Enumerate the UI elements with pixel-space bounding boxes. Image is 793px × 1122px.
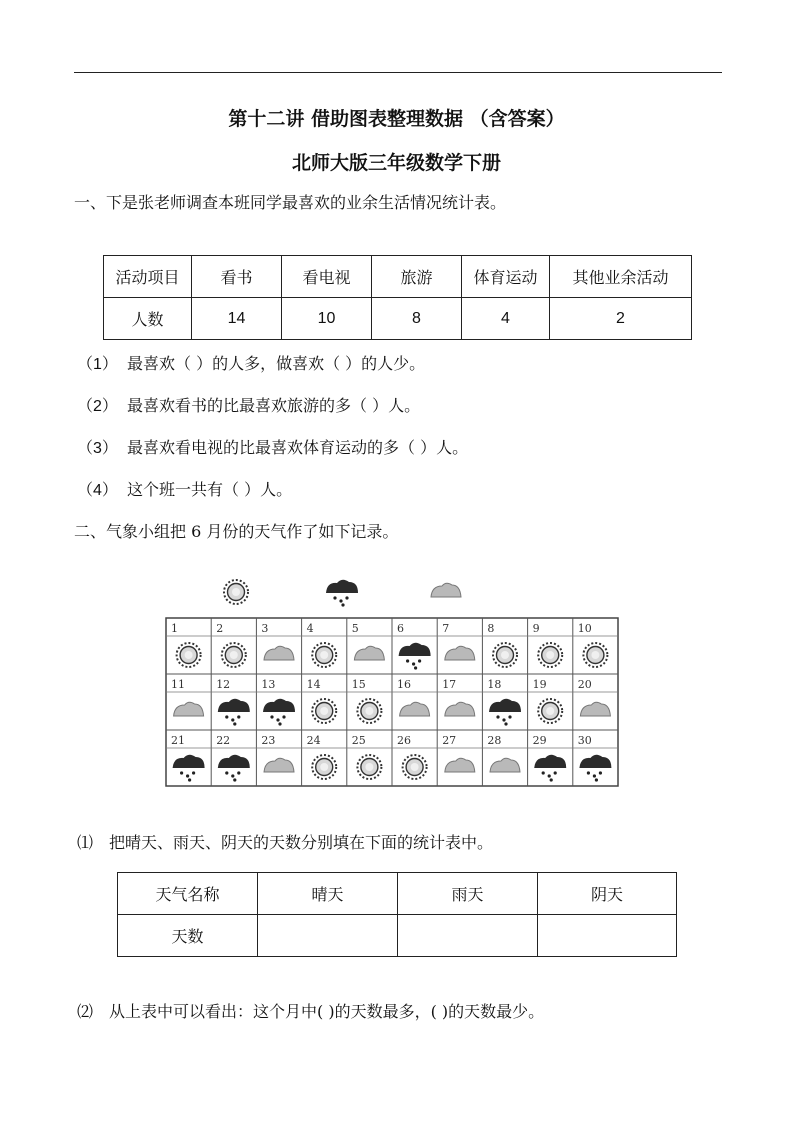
calendar-day-number: 20 (577, 678, 592, 691)
weather-header-cell: 阴天 (538, 873, 677, 915)
calendar-day-number: 18 (487, 678, 502, 691)
sun-icon (403, 755, 427, 779)
sun-icon (583, 643, 607, 667)
cloud-icon (580, 702, 610, 716)
cloud-icon (445, 758, 475, 772)
calendar-day-number: 5 (351, 622, 359, 635)
cloud-icon (174, 702, 204, 716)
calendar-day-number: 3 (261, 622, 269, 635)
activity-table (103, 255, 692, 340)
activity-value-cell: 10 (282, 298, 372, 340)
calendar-day-number: 12 (216, 678, 231, 691)
cloud-icon (445, 702, 475, 716)
activity-header-cell: 其他业余活动 (550, 256, 692, 298)
calendar-day-number: 22 (216, 734, 231, 747)
weather-value-cell[interactable] (538, 915, 677, 957)
calendar-day-number: 25 (351, 734, 366, 747)
calendar-day-number: 14 (306, 678, 321, 691)
calendar-day-number: 17 (442, 678, 457, 691)
rain-cloud-icon (218, 699, 250, 726)
rain-cloud-icon (579, 755, 611, 782)
activity-header-cell: 体育运动 (462, 256, 550, 298)
page-subtitle: 北师大版三年级数学下册 (291, 152, 501, 174)
calendar-day-number: 1 (171, 622, 178, 635)
cloud-icon (264, 758, 294, 772)
sun-icon (538, 643, 562, 667)
cloud-icon (400, 702, 430, 716)
activity-row-label: 人数 (104, 298, 192, 340)
question-1: （1） 最喜欢（ ）的人多，做喜欢（ ）的人少。 (77, 354, 426, 373)
activity-header-cell: 看书 (192, 256, 282, 298)
calendar-day-number: 16 (397, 678, 411, 691)
activity-value-cell: 8 (372, 298, 462, 340)
calendar-day-number: 8 (487, 622, 495, 635)
sun-icon (357, 699, 381, 723)
calendar-day-number: 23 (261, 734, 276, 747)
question-3: （3） 最喜欢看电视的比最喜欢体育运动的多（ ）人。 (77, 438, 469, 457)
cloud-icon (445, 646, 475, 660)
rain-cloud-icon (218, 755, 250, 782)
rain-cloud-icon (489, 699, 521, 726)
calendar-day-number: 9 (532, 622, 540, 635)
cloud-icon (431, 583, 461, 597)
calendar-day-number: 29 (532, 734, 547, 747)
weather-question-1: ⑴ 把晴天、雨天、阴天的天数分别填在下面的统计表中。 (77, 833, 494, 852)
weather-question-2: ⑵ 从上表中可以看出：这个月中( )的天数最多，( )的天数最少。 (77, 1002, 545, 1021)
sun-icon (493, 643, 517, 667)
sun-icon (357, 755, 381, 779)
activity-value-cell: 2 (550, 298, 692, 340)
weather-header-cell: 天气名称 (118, 873, 258, 915)
calendar-day-number: 19 (532, 678, 547, 691)
weather-header-cell: 雨天 (398, 873, 538, 915)
page-title: 第十二讲 借助图表整理数据 （含答案） (228, 108, 565, 130)
section2-heading: 二、气象小组把 6 月份的天气作了如下记录。 (74, 522, 399, 541)
activity-header-cell: 旅游 (372, 256, 462, 298)
sun-icon (177, 643, 201, 667)
calendar-day-number: 11 (171, 678, 185, 691)
calendar-day-number: 2 (216, 622, 224, 635)
rain-cloud-icon (326, 580, 358, 607)
sun-icon (312, 699, 336, 723)
sun-icon (224, 580, 248, 604)
calendar-day-number: 10 (577, 622, 592, 635)
question-2: （2） 最喜欢看书的比最喜欢旅游的多（ ）人。 (77, 396, 421, 415)
weather-value-cell[interactable] (258, 915, 398, 957)
sun-icon (312, 643, 336, 667)
weather-table (117, 872, 677, 957)
weather-header-cell: 晴天 (258, 873, 398, 915)
calendar-day-number: 4 (306, 622, 314, 635)
activity-header-cell: 活动项目 (104, 256, 192, 298)
section1-heading: 一、下是张老师调查本班同学最喜欢的业余生活情况统计表。 (74, 193, 507, 212)
cloud-icon (354, 646, 384, 660)
rain-cloud-icon (534, 755, 566, 782)
cloud-icon (490, 758, 520, 772)
calendar-day-number: 7 (442, 622, 450, 635)
activity-value-cell: 4 (462, 298, 550, 340)
sun-icon (312, 755, 336, 779)
weather-row-label: 天数 (118, 915, 258, 957)
activity-header-cell: 看电视 (282, 256, 372, 298)
activity-value-cell: 14 (192, 298, 282, 340)
rain-cloud-icon (173, 755, 205, 782)
rain-cloud-icon (263, 699, 295, 726)
header-rule (74, 72, 722, 73)
calendar-day-number: 24 (306, 734, 321, 747)
calendar-day-number: 6 (397, 622, 404, 635)
question-4: （4） 这个班一共有（ ）人。 (77, 480, 293, 499)
calendar-day-number: 15 (351, 678, 366, 691)
calendar-day-number: 13 (261, 678, 276, 691)
weather-calendar-figure (160, 572, 630, 797)
cloud-icon (264, 646, 294, 660)
calendar-day-number: 30 (577, 734, 592, 747)
weather-value-cell[interactable] (398, 915, 538, 957)
sun-icon (538, 699, 562, 723)
calendar-day-number: 26 (397, 734, 411, 747)
calendar-day-number: 28 (487, 734, 502, 747)
calendar-day-number: 21 (171, 734, 185, 747)
rain-cloud-icon (399, 643, 431, 670)
calendar-day-number: 27 (442, 734, 457, 747)
sun-icon (222, 643, 246, 667)
